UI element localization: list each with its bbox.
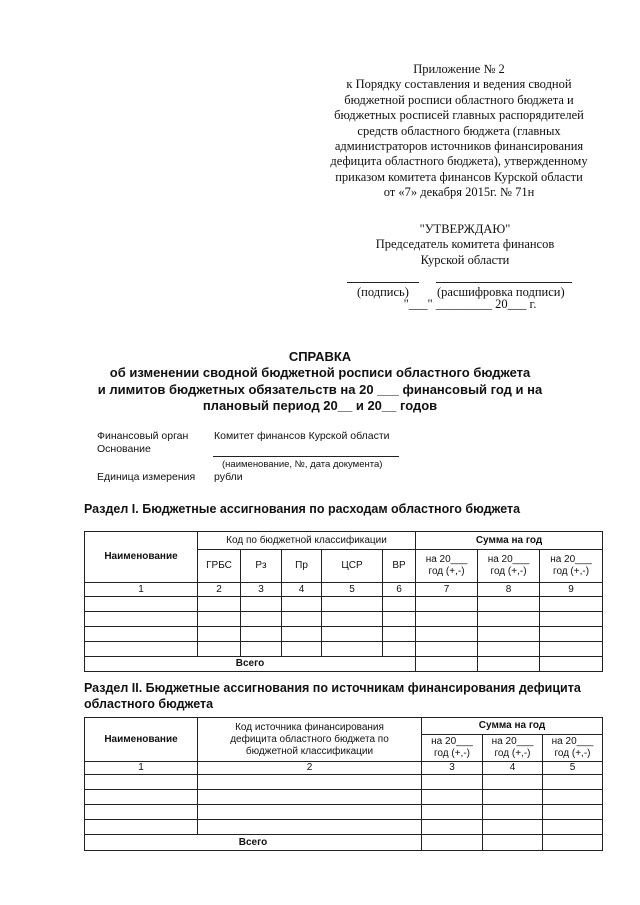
year-header [483, 735, 543, 762]
table-cell[interactable] [478, 627, 540, 642]
approval-block [330, 222, 600, 268]
column-number: 9 [540, 583, 603, 597]
table-cell[interactable] [198, 612, 241, 627]
code-column-header: Пр [282, 550, 322, 583]
table-cell[interactable] [383, 642, 416, 657]
appendix-line: Приложение № 2 [413, 62, 505, 76]
code-header-line: Код источника финансирования [235, 721, 384, 733]
appendix-line: от «7» декабря 2015г. № 71н [383, 185, 535, 200]
year-header [416, 550, 478, 583]
approval-date: "___" _________ 20___ г. [403, 297, 537, 311]
table-cell[interactable] [422, 805, 483, 820]
appendix-line: администраторов источников финансирования [334, 139, 584, 154]
table-cell[interactable] [540, 627, 603, 642]
table-cell[interactable] [483, 805, 543, 820]
table-cell[interactable] [416, 612, 478, 627]
column-number: 8 [478, 583, 540, 597]
code-column-header: ГРБС [198, 550, 241, 583]
code-column-header: ЦСР [322, 550, 383, 583]
year-header-bottom: год (+,-) [554, 748, 591, 759]
column-number: 5 [543, 762, 603, 775]
table-cell[interactable] [483, 820, 543, 835]
name-header: Наименование [85, 718, 198, 762]
column-number-row [85, 762, 603, 775]
section2-heading-line: областного бюджета [84, 696, 214, 711]
section2-heading-line: Раздел II. Бюджетные ассигнования по источникам финансирования дефицита [84, 681, 581, 695]
year-header-top: на 20___ [487, 554, 530, 565]
total-label: Всего [85, 835, 422, 851]
year-header-top: на 20___ [431, 736, 473, 747]
column-number: 6 [383, 583, 416, 597]
basis-hint: (наименование, №, дата документа) [222, 459, 383, 470]
appendix-line: бюджетных росписей главных распорядителей [334, 108, 584, 123]
appendix-block [318, 62, 600, 201]
table-cell[interactable] [540, 612, 603, 627]
name-header: Наименование [85, 532, 198, 583]
total-cell[interactable] [543, 835, 603, 851]
table-cell[interactable] [478, 642, 540, 657]
column-number: 3 [422, 762, 483, 775]
column-number: 2 [198, 583, 241, 597]
table-cell[interactable] [483, 775, 543, 790]
table-cell[interactable] [85, 805, 198, 820]
table-cell[interactable] [422, 820, 483, 835]
year-header-top: на 20___ [491, 736, 534, 747]
table-cell[interactable] [416, 597, 478, 612]
code-column-header: Рз [241, 550, 282, 583]
column-number: 4 [282, 583, 322, 597]
unit-value: рубли [214, 471, 243, 483]
table-cell[interactable] [85, 612, 198, 627]
column-number: 1 [85, 583, 198, 597]
table-cell[interactable] [198, 820, 422, 835]
column-number: 4 [483, 762, 543, 775]
table-cell[interactable] [198, 790, 422, 805]
table-cell[interactable] [416, 627, 478, 642]
year-header-top: на 20___ [425, 554, 468, 565]
decoding-line [436, 282, 572, 283]
table-cell[interactable] [241, 612, 282, 627]
table-cell[interactable] [198, 805, 422, 820]
total-cell[interactable] [483, 835, 543, 851]
year-header-bottom: год (+,-) [434, 748, 470, 759]
table-cell[interactable] [483, 790, 543, 805]
section2-table [84, 717, 603, 851]
section2-heading [84, 681, 581, 712]
approval-stamp: "УТВЕРЖДАЮ" [419, 222, 511, 236]
total-cell[interactable] [416, 657, 478, 672]
finance-body-value: Комитет финансов Курской области [214, 430, 390, 442]
table-cell[interactable] [543, 775, 603, 790]
table-cell[interactable] [543, 790, 603, 805]
table-cell[interactable] [416, 642, 478, 657]
table-cell[interactable] [322, 642, 383, 657]
appendix-line: к Порядку составления и ведения сводной [346, 77, 572, 92]
section1-heading: Раздел I. Бюджетные ассигнования по расходам областного бюджета [84, 502, 521, 516]
table-cell[interactable] [383, 627, 416, 642]
sum-header: Сумма на год [416, 532, 603, 550]
column-number: 3 [241, 583, 282, 597]
table-cell[interactable] [198, 642, 241, 657]
table-cell[interactable] [282, 642, 322, 657]
title-line: СПРАВКА [288, 349, 352, 364]
code-header-line: дефицита областного бюджета по [230, 733, 389, 745]
table-row [85, 612, 603, 627]
table-row [85, 805, 603, 820]
code-header-line: бюджетной классификации [245, 745, 374, 757]
table-cell[interactable] [282, 627, 322, 642]
unit-label: Единица измерения [97, 471, 196, 483]
code-header [198, 718, 422, 762]
table-cell[interactable] [540, 597, 603, 612]
column-number: 1 [85, 762, 198, 775]
table-row [85, 790, 603, 805]
basis-label: Основание [97, 443, 151, 455]
section1-table [84, 531, 603, 672]
appendix-line: средств областного бюджета (главных [357, 123, 561, 138]
year-header [540, 550, 603, 583]
appendix-line: приказом комитета финансов Курской области [335, 169, 583, 184]
total-cell[interactable] [478, 657, 540, 672]
title-line: и лимитов бюджетных обязательств на 20 ___ финансовый год и на [97, 381, 543, 397]
table-cell[interactable] [85, 627, 198, 642]
column-number: 7 [416, 583, 478, 597]
year-header [478, 550, 540, 583]
table-cell[interactable] [85, 820, 198, 835]
table-cell[interactable] [198, 627, 241, 642]
table-cell[interactable] [422, 790, 483, 805]
sum-header: Сумма на год [422, 718, 603, 735]
total-cell[interactable] [540, 657, 603, 672]
decoding-label: (расшифровка подписи) [437, 285, 565, 299]
approval-position-line: Курской области [420, 252, 510, 267]
table-cell[interactable] [241, 627, 282, 642]
column-number-row [85, 583, 603, 597]
code-column-header: ВР [383, 550, 416, 583]
total-row [85, 835, 603, 851]
title-line: об изменении сводной бюджетной росписи областного бюджета [109, 365, 531, 381]
table-cell[interactable] [85, 790, 198, 805]
column-number: 2 [198, 762, 422, 775]
table-cell[interactable] [478, 597, 540, 612]
table-cell[interactable] [85, 642, 198, 657]
finance-body-label: Финансовый орган [97, 430, 189, 442]
table-row [85, 642, 603, 657]
table-cell[interactable] [85, 775, 198, 790]
basis-underline [213, 456, 399, 457]
table-cell[interactable] [241, 597, 282, 612]
year-header-bottom: год (+,-) [553, 566, 590, 577]
table-cell[interactable] [322, 597, 383, 612]
table-row [85, 597, 603, 612]
table-cell[interactable] [198, 775, 422, 790]
code-header: Код по бюджетной классификации [198, 532, 416, 550]
table-row [85, 627, 603, 642]
year-header [422, 735, 483, 762]
table-cell[interactable] [282, 612, 322, 627]
total-row [85, 657, 603, 672]
table-cell[interactable] [422, 775, 483, 790]
table-cell[interactable] [383, 612, 416, 627]
approval-position-line: Председатель комитета финансов [375, 237, 555, 252]
signature-line [347, 282, 419, 283]
year-header-bottom: год (+,-) [428, 566, 465, 577]
appendix-line: дефицита областного бюджета), утвержденному [330, 154, 588, 169]
table-cell[interactable] [322, 612, 383, 627]
total-cell[interactable] [422, 835, 483, 851]
year-header-bottom: год (+,-) [494, 748, 531, 759]
table-cell[interactable] [85, 597, 198, 612]
year-header-bottom: год (+,-) [490, 566, 527, 577]
column-number: 5 [322, 583, 383, 597]
year-header-top: на 20___ [551, 736, 594, 747]
table-cell[interactable] [198, 597, 241, 612]
year-header [543, 735, 603, 762]
table-row [85, 820, 603, 835]
total-label: Всего [85, 657, 416, 672]
year-header-top: на 20___ [550, 554, 592, 565]
appendix-line: бюджетной росписи областного бюджета и [344, 92, 574, 107]
table-cell[interactable] [540, 642, 603, 657]
table-cell[interactable] [383, 597, 416, 612]
signature-label: (подпись) [357, 285, 409, 299]
table-cell[interactable] [241, 642, 282, 657]
document-title [60, 349, 580, 414]
table-cell[interactable] [543, 820, 603, 835]
title-line: плановый период 20__ и 20__ годов [202, 397, 438, 413]
table-cell[interactable] [543, 805, 603, 820]
table-cell[interactable] [478, 612, 540, 627]
table-cell[interactable] [322, 627, 383, 642]
table-row [85, 775, 603, 790]
table-cell[interactable] [282, 597, 322, 612]
